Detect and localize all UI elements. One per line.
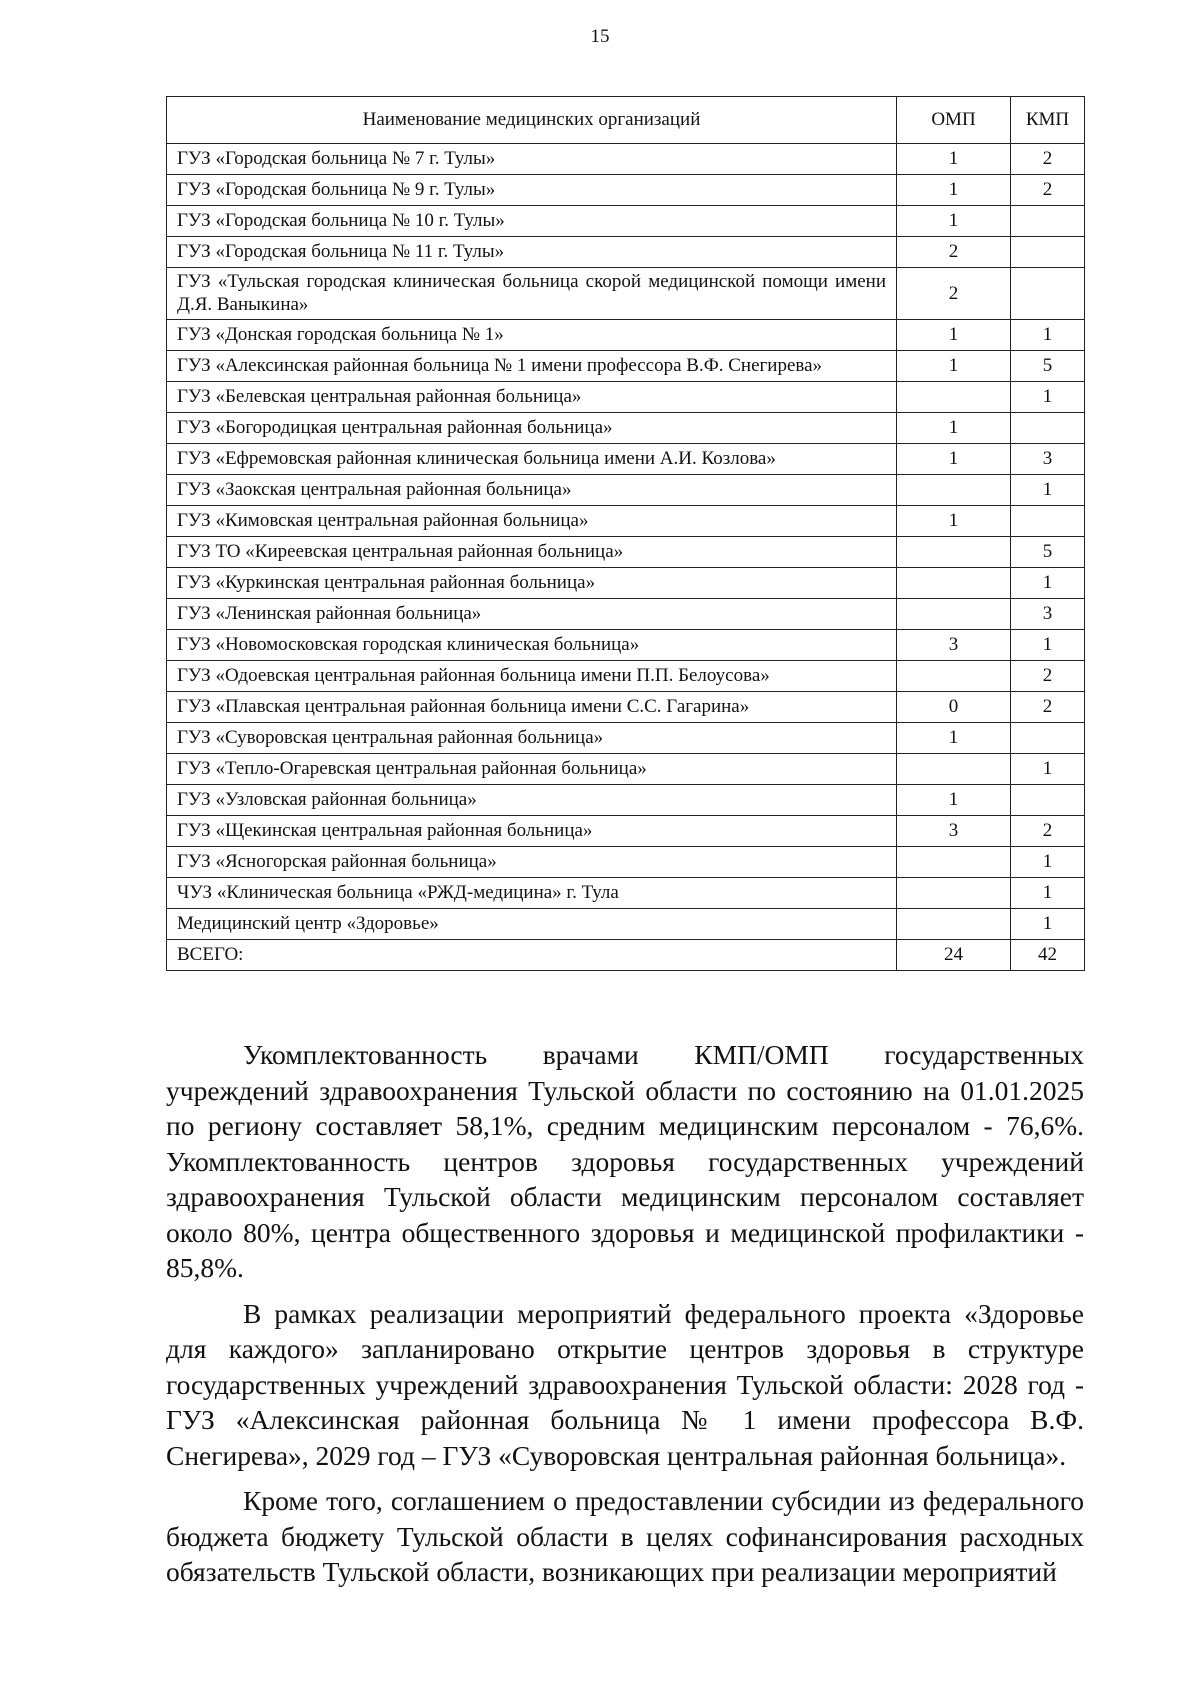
org-name: ГУЗ «Белевская центральная районная больница» [167,382,897,413]
kmp-value: 2 [1011,692,1085,723]
org-name: ГУЗ «Узловская районная больница» [167,785,897,816]
organizations-table [166,96,1085,971]
omp-value: 1 [897,444,1011,475]
table-row [167,537,1085,568]
org-name: ГУЗ ТО «Киреевская центральная районная больница» [167,537,897,568]
table-row [167,475,1085,506]
org-name: Медицинский центр «Здоровье» [167,909,897,940]
omp-value: 1 [897,320,1011,351]
table-row [167,847,1085,878]
table-header-row [167,97,1085,144]
omp-value: 3 [897,630,1011,661]
total-label: ВСЕГО: [167,940,897,971]
omp-value [897,878,1011,909]
org-name: ГУЗ «Ленинская районная больница» [167,599,897,630]
omp-value: 1 [897,175,1011,206]
kmp-value: 1 [1011,754,1085,785]
table-row [167,206,1085,237]
kmp-value: 1 [1011,382,1085,413]
kmp-value [1011,506,1085,537]
kmp-value: 1 [1011,909,1085,940]
kmp-value [1011,785,1085,816]
omp-value: 1 [897,206,1011,237]
table-row [167,723,1085,754]
omp-value [897,475,1011,506]
kmp-value [1011,206,1085,237]
kmp-value: 1 [1011,847,1085,878]
table-body [167,144,1085,971]
table-row [167,444,1085,475]
table-row [167,351,1085,382]
omp-value: 2 [897,237,1011,268]
omp-value: 1 [897,144,1011,175]
kmp-value: 2 [1011,175,1085,206]
table-row [167,661,1085,692]
org-name: ГУЗ «Новомосковская городская клиническая больница» [167,630,897,661]
table-row [167,237,1085,268]
table-row [167,320,1085,351]
kmp-value: 5 [1011,537,1085,568]
kmp-value: 5 [1011,351,1085,382]
org-name: ГУЗ «Городская больница № 11 г. Тулы» [167,237,897,268]
table-row [167,785,1085,816]
kmp-value [1011,723,1085,754]
kmp-value: 1 [1011,878,1085,909]
omp-value: 1 [897,413,1011,444]
header-omp: ОМП [897,97,1011,144]
kmp-value [1011,413,1085,444]
paragraph-staffing: Укомплектованность врачами КМП/ОМП государственных учреждений здравоохранения Тульской области по состоянию на 01.01.2025 по региону составляет 58,1%, средним медицинским персоналом - 76,6%. Укомплектованность центров здоровья государственных учреждений здравоохранения Тульской области медицинским персоналом составляет около 80%, центра общественного здоровья и медицинской профилактики - 85,8%. [166,1039,1084,1283]
kmp-value: 3 [1011,444,1085,475]
org-name: ГУЗ «Куркинская центральная районная больница» [167,568,897,599]
omp-value [897,568,1011,599]
kmp-value: 1 [1011,475,1085,506]
org-name: ГУЗ «Тульская городская клиническая больница скорой медицинской помощи имени Д.Я. Ваныкина» [167,268,897,320]
table-row [167,909,1085,940]
table-row [167,878,1085,909]
header-name: Наименование медицинских организаций [167,97,897,144]
table-row [167,144,1085,175]
table-row [167,413,1085,444]
kmp-value: 1 [1011,630,1085,661]
org-name: ГУЗ «Суворовская центральная районная больница» [167,723,897,754]
org-name: ГУЗ «Заокская центральная районная больница» [167,475,897,506]
org-name: ГУЗ «Донская городская больница № 1» [167,320,897,351]
paragraph-health-centers: В рамках реализации мероприятий федерального проекта «Здоровье для каждого» запланировано открытие центров здоровья в структуре государственных учреждений здравоохранения Тульской области: 2028 год - ГУЗ «Алексинская районная больница № 1 имени профессора В.Ф. Снегирева», 2029 год – ГУЗ «Суворовская центральная районная больница». [166,1297,1084,1471]
org-name: ГУЗ «Ефремовская районная клиническая больница имени А.И. Козлова» [167,444,897,475]
kmp-value: 3 [1011,599,1085,630]
kmp-value: 2 [1011,144,1085,175]
body-text [166,1037,1084,1600]
omp-value [897,661,1011,692]
table-row [167,506,1085,537]
table-row [167,175,1085,206]
table-row [167,754,1085,785]
paragraph-subsidy: Кроме того, соглашением о предоставлении субсидии из федерального бюджета бюджету Тульской области в целях софинансирования расходных обязательств Тульской области, возникающих при реализации мероприятий [166,1485,1084,1587]
omp-value [897,382,1011,413]
header-kmp: КМП [1011,97,1085,144]
org-name: ГУЗ «Городская больница № 9 г. Тулы» [167,175,897,206]
total-omp: 24 [897,940,1011,971]
omp-value [897,754,1011,785]
org-name: ГУЗ «Одоевская центральная районная больница имени П.П. Белоусова» [167,661,897,692]
omp-value: 1 [897,506,1011,537]
omp-value: 1 [897,785,1011,816]
table-row [167,382,1085,413]
org-name: ГУЗ «Городская больница № 10 г. Тулы» [167,206,897,237]
kmp-value [1011,237,1085,268]
org-name: ГУЗ «Ясногорская районная больница» [167,847,897,878]
omp-value: 0 [897,692,1011,723]
omp-value [897,599,1011,630]
kmp-value: 2 [1011,661,1085,692]
omp-value: 3 [897,816,1011,847]
org-name: ЧУЗ «Клиническая больница «РЖД-медицина» г. Тула [167,878,897,909]
org-name: ГУЗ «Тепло-Огаревская центральная районная больница» [167,754,897,785]
table-row [167,268,1085,320]
omp-value: 1 [897,723,1011,754]
kmp-value: 2 [1011,816,1085,847]
omp-value [897,909,1011,940]
total-row [167,940,1085,971]
kmp-value [1011,268,1085,320]
page-number: 15 [590,26,610,47]
org-name: ГУЗ «Богородицкая центральная районная больница» [167,413,897,444]
total-kmp: 42 [1011,940,1085,971]
org-name: ГУЗ «Городская больница № 7 г. Тулы» [167,144,897,175]
omp-value [897,537,1011,568]
omp-value: 1 [897,351,1011,382]
table-row [167,568,1085,599]
org-name: ГУЗ «Кимовская центральная районная больница» [167,506,897,537]
table-row [167,599,1085,630]
omp-value [897,847,1011,878]
table-row [167,630,1085,661]
org-name: ГУЗ «Плавская центральная районная больница имени С.С. Гагарина» [167,692,897,723]
org-name: ГУЗ «Щекинская центральная районная больница» [167,816,897,847]
table-row [167,816,1085,847]
kmp-value: 1 [1011,568,1085,599]
omp-value: 2 [897,268,1011,320]
org-name: ГУЗ «Алексинская районная больница № 1 имени профессора В.Ф. Снегирева» [167,351,897,382]
kmp-value: 1 [1011,320,1085,351]
table-row [167,692,1085,723]
